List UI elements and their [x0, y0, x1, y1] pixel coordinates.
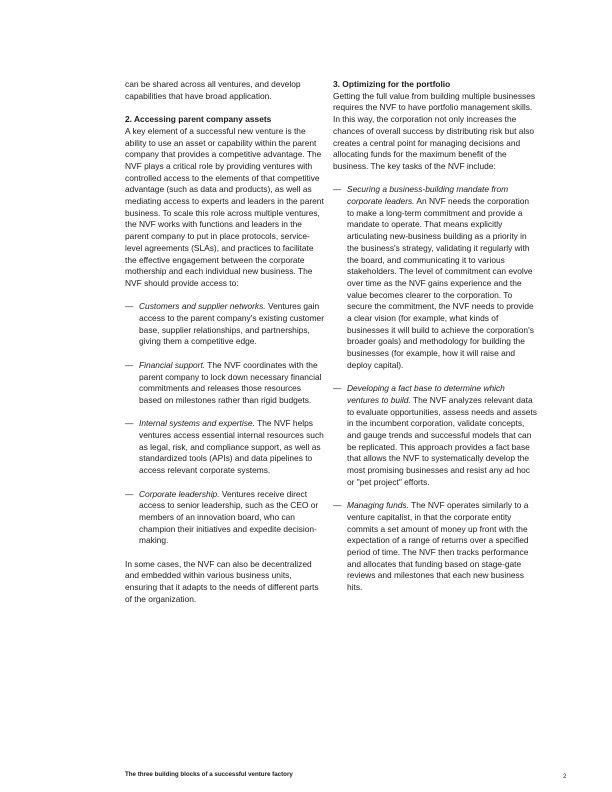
list-item-term: Managing funds. — [347, 500, 409, 511]
list-item-text: The NVF coordinates with the parent company to lock down necessary financial commitments and releases those resources based on milestones rather than rigid budgets. — [139, 359, 322, 405]
list-item-text: The NVF analyzes relevant data to evaluate opportunities, assess needs and assets in the incumbent corporation, validate concepts, and gauge trends and successful models that can be replicated. This approach provides a fact base that allows the NVF to systematically develop the most promising businesses and resist any ad hoc or "pet project" efforts. — [347, 394, 537, 487]
left-column — [125, 79, 325, 606]
right-column — [333, 79, 538, 594]
list-item — [125, 489, 325, 548]
list-item-term: Financial support. — [139, 359, 206, 370]
list-item-term: Customers and supplier networks. — [139, 301, 266, 312]
list-item-term: Securing a business-building mandate from corporate leaders. — [347, 184, 509, 207]
list-item-term: Corporate leadership. — [139, 488, 220, 499]
list-item — [125, 418, 325, 477]
intro-paragraph: can be shared across all ventures, and develop capabilities that have broad application. — [125, 79, 301, 101]
list-item-text: Ventures receive direct access to senior leadership, such as the CEO or members of an innovation board, who can champion their initiatives and expedite decision-making. — [139, 488, 319, 546]
section-2-body: A key element of a successful new venture is the ability to use an asset or capability within the parent company that provides a competitive advantage. The NVF plays a critical role by providing ventures with controlled access to the elements of that competitive advantage (such as data and products), as well as mediating access to experts and leaders in the parent business. To scale this role across multiple ventures, the NVF works with functions and leaders in the parent company to put in place protocols, service-level agreements (SLAs), and practices to facilitate the effective engagement between the corporate mothership and each individual new business. The NVF should provide access to: — [125, 125, 324, 288]
list-item — [333, 184, 538, 371]
list-item — [125, 360, 325, 407]
page-number: 2 — [563, 773, 567, 780]
section-3-heading: 3. Optimizing for the portfolio — [333, 79, 451, 89]
list-item-text: The NVF helps ventures access essential internal resources such as legal, risk, and compliance support, as well as standardized tools (APIs) and data pipelines to access relevant corporate systems. — [139, 418, 324, 476]
closing-paragraph: In some cases, the NVF can also be decentralized and embedded within various business units, ensuring that it adapts to the needs of different parts of the organization. — [125, 558, 319, 604]
footer-title: The three building blocks of a successful venture factory — [125, 771, 293, 778]
section-3-body: Getting the full value from building multiple businesses requires the NVF to have portfolio management skills. In this way, the corporation not only increases the chances of overall success by distributing risk but also creates a central point for managing decisions and allocating funds for the maximum benefit of the business. The key tasks of the NVF include: — [333, 90, 536, 171]
list-item-term: Developing a fact base to determine which ventures to build. — [347, 383, 505, 405]
list-item — [125, 301, 325, 348]
list-item-text: Ventures gain access to the parent company's existing customer base, supplier relationships, and partnerships, giving them a competitive edge. — [139, 301, 325, 347]
list-item-term: Internal systems and expertise. — [139, 418, 255, 429]
list-item — [333, 383, 538, 488]
list-item-text: An NVF needs the corporation to make a long-term commitment and provide a mandate to operate. That means explicitly articulating new-business building as a priority in the business's strategy, validating it regularly with the board, and communicating it to various stakeholders. The level of commitment can evolve over time as the NVF gains experience and the value becomes clearer to the corporation. To secure the commitment, the NVF needs to provide a clear vision (for example, what kinds of businesses it will build to achieve the corporation's broader goals) and methodology for building the businesses (for example, how it will raise and deploy capital). — [347, 196, 534, 370]
tasks-list — [333, 184, 538, 594]
section-2-heading: 2. Accessing parent company assets — [125, 114, 272, 125]
list-item-text: The NVF operates similarly to a venture capitalist, in that the corporate entity commits a set amount of money up front with the expectation of a range of returns over a specified period of time. The NVF then tracks performance and allocates that funding based on stage-gate reviews and milestones that each new business hits. — [347, 500, 529, 593]
access-list — [125, 301, 325, 547]
list-item — [333, 500, 538, 594]
